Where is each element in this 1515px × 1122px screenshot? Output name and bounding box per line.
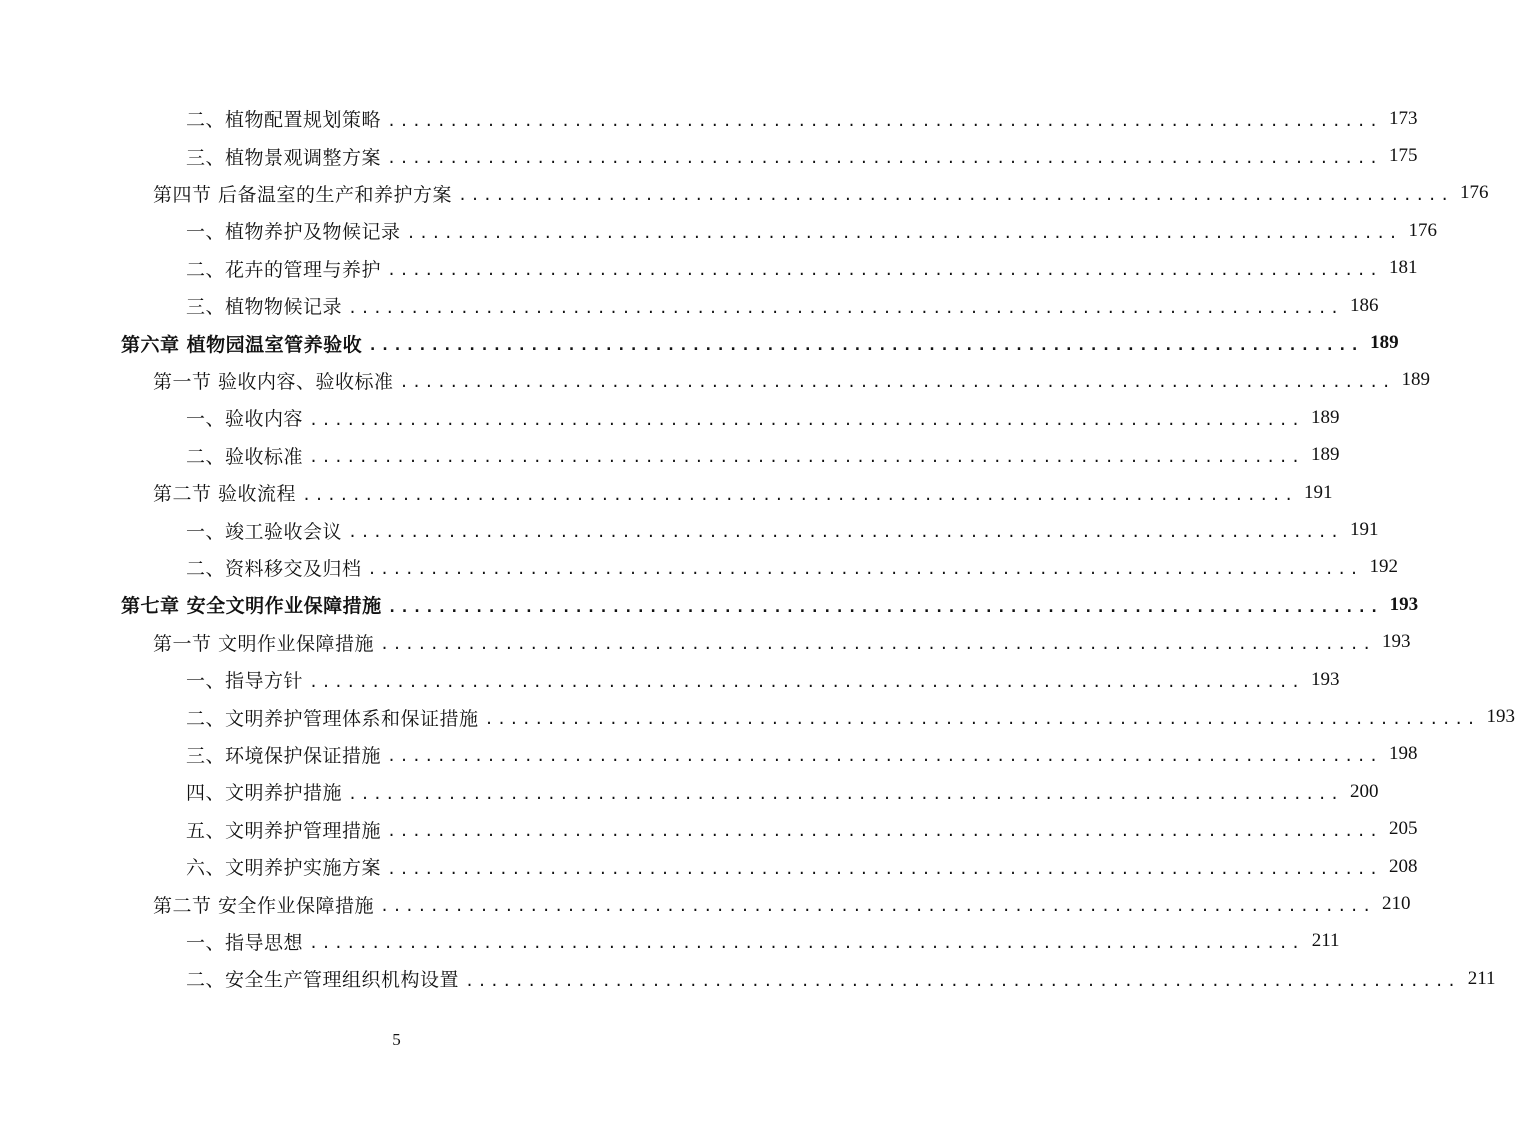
toc-entry-page: 193 (1382, 631, 1411, 653)
toc-dot-leader: ................................................................................ (309, 410, 1304, 429)
toc-entry-page: 208 (1388, 855, 1418, 877)
toc-entry-page: 193 (1486, 706, 1515, 728)
toc-entry-title: 三、植物景观调整方案 (186, 146, 382, 169)
toc-entry-page: 176 (1408, 219, 1437, 241)
toc-entry-page: 191 (1349, 519, 1379, 541)
toc-entry-page: 193 (1389, 593, 1419, 615)
toc-dot-leader: ................................................................................ (399, 373, 1395, 392)
toc-entry-title: 五、文明养护管理措施 (186, 819, 382, 842)
toc-entry-page: 200 (1349, 780, 1379, 802)
toc-entry-page: 210 (1382, 893, 1411, 915)
toc-entry-item[interactable] (186, 773, 1379, 810)
toc-entry-title: 二、文明养护管理体系和保证措施 (186, 707, 479, 730)
toc-dot-leader: ................................................................................ (368, 336, 1363, 355)
toc-entry-item[interactable] (186, 923, 1340, 960)
toc-dot-leader: ................................................................................ (309, 448, 1304, 467)
toc-entry-title: 第二节 安全作业保障措施 (153, 894, 375, 917)
toc-entry-page: 205 (1388, 818, 1418, 840)
toc-dot-leader: ................................................................................ (387, 597, 1383, 616)
toc-entry-page: 189 (1310, 444, 1340, 466)
toc-entry-title: 第一节 文明作业保障措施 (153, 632, 375, 655)
page-number: 5 (392, 1030, 401, 1049)
toc-entry-item[interactable] (186, 736, 1418, 773)
toc-dot-leader: ................................................................................ (387, 261, 1382, 280)
toc-entry-item[interactable] (186, 511, 1379, 548)
toc-entry-section[interactable] (153, 175, 1489, 212)
toc-entry-item[interactable] (186, 698, 1515, 735)
toc-dot-leader: ................................................................................ (367, 560, 1362, 579)
toc-entry-item[interactable] (186, 212, 1437, 249)
toc-entry-item[interactable] (186, 437, 1340, 474)
toc-entry-page: 211 (1467, 967, 1496, 989)
toc-entry-page: 175 (1388, 145, 1418, 167)
toc-dot-leader: ................................................................................ (380, 635, 1375, 654)
toc-entry-title: 二、资料移交及归档 (186, 557, 362, 580)
toc-dot-leader: ................................................................................ (387, 747, 1382, 766)
toc-dot-leader: ................................................................................ (309, 934, 1304, 953)
toc-dot-leader: ................................................................................ (348, 523, 1343, 542)
toc-entry-page: 189 (1310, 406, 1340, 428)
toc-entry-title: 第四节 后备温室的生产和养护方案 (153, 183, 453, 206)
toc-entry-section[interactable] (153, 885, 1411, 922)
toc-entry-title: 第二节 验收流程 (153, 483, 297, 506)
toc-dot-leader: ................................................................................ (484, 710, 1479, 729)
toc-dot-leader: ................................................................................ (380, 897, 1375, 916)
toc-entry-page: 192 (1369, 556, 1398, 578)
toc-entry-title: 第一节 验收内容、验收标准 (153, 370, 394, 393)
toc-entry-section[interactable] (153, 474, 1333, 511)
toc-entry-item[interactable] (186, 848, 1418, 885)
toc-dot-leader: ................................................................................ (387, 822, 1382, 841)
toc-dot-leader: ................................................................................ (465, 971, 1460, 990)
toc-entry-section[interactable] (153, 624, 1411, 661)
toc-entry-title: 二、安全生产管理组织机构设置 (186, 969, 460, 992)
toc-entry-title: 三、植物物候记录 (186, 296, 343, 319)
toc-entry-chapter[interactable] (121, 324, 1399, 361)
toc-entry-section[interactable] (153, 362, 1431, 399)
toc-entry-item[interactable] (186, 100, 1418, 137)
toc-entry-title: 二、植物配置规划策略 (186, 109, 382, 132)
toc-entry-item[interactable] (186, 549, 1398, 586)
toc-entry-title: 第六章 植物园温室管养验收 (121, 333, 363, 356)
toc-dot-leader: ................................................................................ (348, 784, 1343, 803)
toc-dot-leader: ................................................................................ (458, 186, 1453, 205)
toc-entry-item[interactable] (186, 399, 1340, 436)
toc-entry-chapter[interactable] (121, 586, 1419, 623)
toc-entry-page: 191 (1304, 481, 1333, 503)
toc-entry-title: 第七章 安全文明作业保障措施 (121, 595, 382, 618)
toc-dot-leader: ................................................................................ (387, 859, 1382, 878)
toc-entry-item[interactable] (186, 811, 1418, 848)
toc-entry-title: 一、指导方针 (186, 670, 304, 693)
toc-entry-item[interactable] (186, 287, 1379, 324)
toc-entry-item[interactable] (186, 137, 1418, 174)
toc-entry-page: 189 (1370, 332, 1399, 354)
toc-entry-item[interactable] (186, 661, 1340, 698)
toc-entry-page: 173 (1388, 107, 1418, 129)
toc-entry-page: 181 (1388, 257, 1418, 279)
toc-entry-page: 176 (1460, 182, 1489, 204)
toc-entry-title: 一、验收内容 (186, 408, 304, 431)
toc-entry-page: 198 (1388, 743, 1418, 765)
toc-entry-page: 186 (1349, 294, 1379, 316)
toc-entry-title: 二、验收标准 (186, 445, 304, 468)
toc-entry-item[interactable] (186, 960, 1496, 997)
toc-entry-title: 六、文明养护实施方案 (186, 857, 382, 880)
toc-entry-title: 二、花卉的管理与养护 (186, 258, 382, 281)
toc-entry-page: 193 (1310, 668, 1340, 690)
toc-entry-title: 四、文明养护措施 (186, 782, 343, 805)
toc-dot-leader: ................................................................................ (387, 111, 1382, 130)
toc-entry-title: 三、环境保护保证措施 (186, 744, 382, 767)
toc-dot-leader: ................................................................................ (348, 298, 1343, 317)
toc-entry-page: 211 (1311, 930, 1340, 952)
toc-entry-title: 一、植物养护及物候记录 (186, 221, 401, 244)
toc-dot-leader: ................................................................................ (309, 672, 1304, 691)
toc-dot-leader: ................................................................................ (387, 149, 1382, 168)
toc-entry-title: 一、竣工验收会议 (186, 520, 343, 543)
toc-dot-leader: ................................................................................ (302, 485, 1297, 504)
toc-dot-leader: ................................................................................ (406, 223, 1401, 242)
toc-entry-item[interactable] (186, 250, 1418, 287)
toc-entry-title: 一、指导思想 (186, 931, 304, 954)
toc-entry-page: 189 (1401, 369, 1431, 391)
